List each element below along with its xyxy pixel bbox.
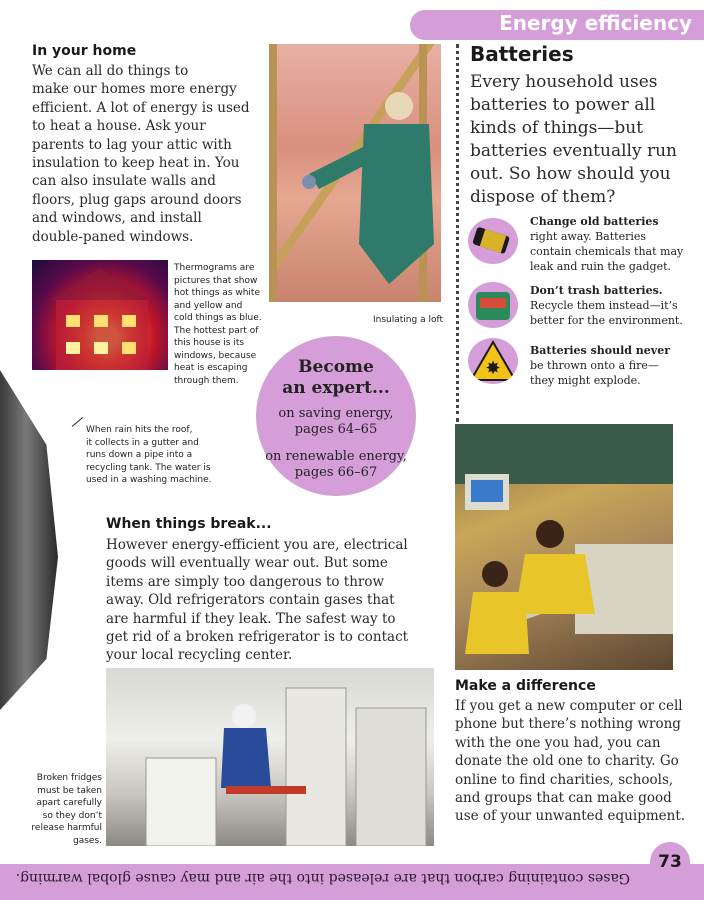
breaks-heading: When things break... (106, 516, 272, 532)
expert-title-line: Become (298, 357, 374, 377)
fridge-recycling-photo (106, 668, 434, 846)
text-line: get rid of a broken refrigerator is to contact (106, 629, 409, 646)
text-line: insulation to keep heat in. You (32, 155, 240, 172)
text-line: and groups that can make good (455, 790, 672, 807)
recycle-bin-icon (468, 282, 518, 328)
battery-tip-2 (530, 283, 700, 328)
caption-line: The hottest part of (174, 325, 259, 336)
caption-line: pictures that show (174, 275, 258, 286)
section-title: Energy efficiency (499, 11, 692, 35)
text-line: goods will eventually wear out. But some (106, 555, 388, 572)
caption-line: apart carefully (36, 798, 102, 808)
tip-bold: Batteries should never (530, 344, 670, 357)
caption-line: Broken fridges (36, 773, 102, 783)
difference-paragraph (455, 697, 700, 826)
text-line: with the one you had, you can (455, 734, 661, 751)
thermogram-caption (174, 262, 266, 387)
text-line: are harmful if they leak. The safest way to (106, 610, 396, 627)
svg-text:✸: ✸ (485, 358, 501, 379)
text-line: to heat a house. Ask your (32, 118, 206, 135)
breaks-paragraph (106, 536, 446, 665)
text-line: batteries to power all (470, 95, 656, 115)
caption-line: this house is its (174, 338, 245, 348)
thermogram-house-graphic (32, 260, 168, 370)
fridge-scene-graphic (106, 668, 434, 846)
rain-caption (86, 424, 226, 487)
tip-line: they might explode. (530, 374, 641, 387)
expert-ref-saving[interactable] (246, 406, 426, 438)
tip-line: leak and ruin the gadget. (530, 260, 671, 273)
text-line: your local recycling center. (106, 647, 293, 664)
caption-line: windows, because (174, 350, 257, 361)
text-line: out. So how should you (470, 164, 671, 184)
caption-line: release harmful (31, 823, 102, 833)
glossary-footer-text: Gases containing carbon that are released into the air and may cause global warming. (15, 870, 630, 886)
tip-line: contain chemicals that may (530, 245, 684, 258)
expert-ref-line: pages 64–65 (294, 422, 378, 437)
fridges-caption (20, 772, 102, 847)
classroom-computers-photo (455, 424, 673, 670)
battery-icon (468, 218, 518, 264)
caption-line: must be taken (37, 785, 102, 796)
page-number: 73 (650, 842, 690, 882)
expert-ref-line: pages 66–67 (294, 465, 378, 480)
tip-line: Recycle them instead—it’s (530, 299, 678, 312)
text-line: We can all do things to (32, 63, 189, 79)
text-line: Every household uses (470, 72, 658, 92)
expert-ref-line: on renewable energy, (265, 449, 407, 464)
caption-line: cold things as blue. (174, 313, 262, 323)
column-divider (456, 44, 459, 422)
text-line: and windows, and install (32, 210, 202, 227)
home-paragraph (32, 62, 257, 246)
expert-title-line: an expert... (282, 378, 390, 398)
caption-line: used in a washing machine. (86, 475, 212, 485)
expert-title (256, 357, 416, 399)
caption-line: recycling tank. The water is (86, 462, 211, 473)
text-line: double-paned windows. (32, 228, 194, 245)
caption-line: runs down a pipe into a (86, 450, 193, 460)
tip-bold: Don’t trash batteries. (530, 284, 663, 297)
text-line: If you get a new computer or cell (455, 698, 683, 714)
text-line: make our homes more energy (32, 81, 237, 98)
battery-tip-3 (530, 343, 700, 388)
tip-bold: Change old batteries (530, 215, 659, 228)
caption-line: Thermograms are (174, 263, 255, 273)
worker-figure-graphic (269, 44, 441, 302)
loft-insulation-photo (269, 44, 441, 302)
caption-line: it collects in a gutter and (86, 437, 199, 448)
text-line: floors, plug gaps around doors (32, 191, 242, 208)
text-line: efficient. A lot of energy is used (32, 99, 250, 116)
text-line: phone but there’s nothing wrong (455, 716, 681, 733)
text-line: kinds of things—but (470, 118, 644, 138)
caption-line: hot things as white (174, 288, 260, 298)
batteries-intro (470, 71, 700, 209)
home-heading: In your home (32, 43, 137, 59)
classroom-scene-graphic (455, 424, 673, 670)
text-line: use of your unwanted equipment. (455, 808, 686, 825)
callout-line (72, 417, 83, 427)
caption-line: gases. (72, 835, 102, 846)
text-line: online to find charities, schools, (455, 771, 674, 788)
tip-line: be thrown onto a fire— (530, 359, 659, 372)
expert-ref-renewable[interactable] (246, 449, 426, 481)
text-line: donate the old one to charity. Go (455, 753, 679, 770)
difference-heading: Make a difference (455, 678, 596, 694)
thermogram-photo (32, 260, 168, 370)
text-line: However energy-efficient you are, electrical (106, 537, 408, 553)
text-line: items are simply too dangerous to throw (106, 573, 385, 590)
caption-line: so they don’t (42, 810, 102, 821)
caption-line: heat is escaping (174, 363, 248, 373)
text-line: away. Old refrigerators contain gases that (106, 592, 395, 609)
loft-caption: Insulating a loft (373, 315, 443, 325)
tip-line: right away. Batteries (530, 230, 647, 243)
caption-line: through them. (174, 375, 239, 386)
battery-tip-1 (530, 214, 700, 274)
caption-line: When rain hits the roof, (86, 425, 193, 435)
washing-machine-graphic (0, 370, 58, 710)
text-line: dispose of them? (470, 187, 616, 207)
tip-line: better for the environment. (530, 314, 683, 327)
expert-ref-line: on saving energy, (278, 406, 394, 421)
text-line: parents to lag your attic with (32, 136, 232, 153)
text-line: batteries eventually run (470, 141, 677, 161)
text-line: can also insulate walls and (32, 173, 216, 190)
batteries-heading: Batteries (470, 42, 574, 66)
explosive-warning-icon (468, 338, 518, 384)
caption-line: and yellow and (174, 300, 243, 311)
